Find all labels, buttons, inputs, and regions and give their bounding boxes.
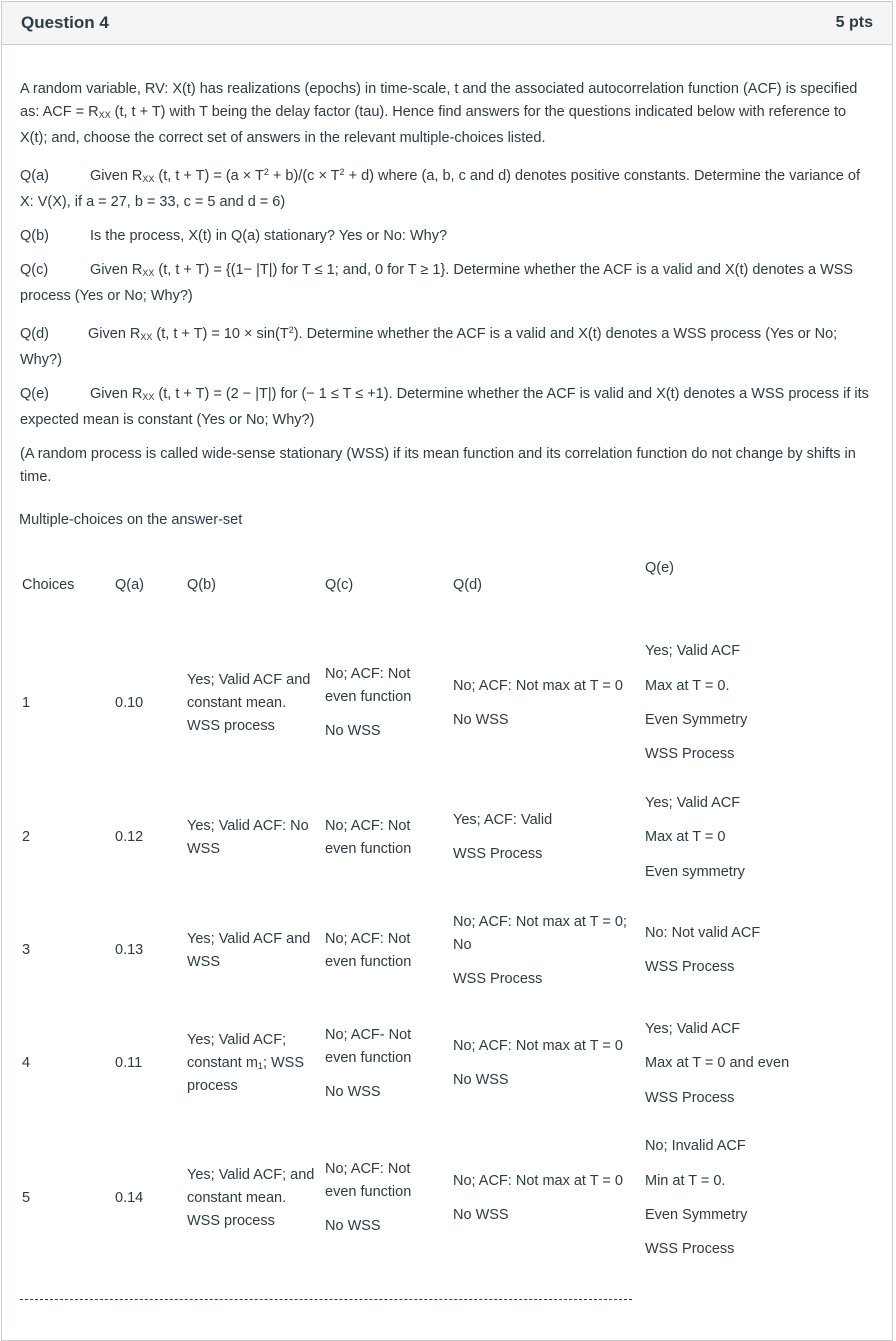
qc-line: No WSS — [325, 723, 381, 739]
qe-line: Max at T = 0. — [645, 678, 730, 694]
qe-line: Min at T = 0. — [645, 1173, 726, 1189]
qe-line: Even Symmetry — [645, 712, 748, 728]
qa-value: 0.14 — [115, 1190, 144, 1206]
qd-line: No WSS — [453, 1207, 509, 1223]
qc-line: No; ACF- Not — [325, 1027, 412, 1043]
choice-number: 3 — [22, 942, 31, 958]
qd-line: No — [453, 937, 472, 953]
qe-line: WSS Process — [645, 1090, 735, 1106]
question-e: Q(e) Given $R_{XX}$ (t, t + T) = (2 − |T|) for (− 1 ≤ T ≤ +1). Determine whether the ACF is valid and X(t) denotes a WSS process if its expected mean is constant (Yes or No; Why?) — [20, 386, 869, 428]
qe-line: WSS Process — [645, 959, 735, 975]
qc-line: No; ACF: Not — [325, 1161, 411, 1177]
question-a: Q(a) Given $R_{XX}$ (t, $t + T) = (a \times T^2 + b)/(c \times T^2 + d)$ where (a, b, c and d) denotes positive constants. Determine the variance of X: V(X), if a = 27, b = 33, c = 5 and d = 6) — [20, 167, 860, 210]
qe-line: WSS Process — [645, 1241, 735, 1257]
qb-line: WSS — [187, 954, 221, 970]
qc-line: No WSS — [325, 1084, 381, 1100]
qc-line: No; ACF: Not — [325, 818, 411, 834]
question-body — [2, 78, 892, 489]
question-title: Question 4 — [21, 13, 109, 32]
choice-number: 1 — [22, 695, 31, 711]
qb-line: Yes; Valid ACF and — [187, 931, 311, 947]
qe-line: Yes; Valid ACF — [645, 795, 741, 811]
qd-line: No; ACF: Not max at T = 0; — [453, 914, 627, 930]
qb-line: WSS — [187, 841, 221, 857]
qd-line: No WSS — [453, 1072, 509, 1088]
qb-line: constant mean. — [187, 1190, 287, 1206]
qe-line: Yes; Valid ACF — [645, 1021, 741, 1037]
qc-line: No; ACF: Not — [325, 666, 411, 682]
qb-line: constant mean. — [187, 695, 287, 711]
qd-line: No WSS — [453, 712, 509, 728]
question-c: Q(c) Given $R_{XX}$ (t, t + T) = {(1− |T|) for T ≤ 1; and, 0 for T ≥ 1}. Determine whether the ACF is a valid and X(t) denotes a WSS process (Yes or No; Why?) — [20, 262, 854, 304]
wss-definition-note: (A random process is called wide-sense stationary (WSS) if its mean function and its correlation function do not change by shifts in time. — [20, 446, 856, 485]
qe-line: WSS Process — [645, 746, 735, 762]
qa-value: 0.12 — [115, 829, 144, 845]
choice-number: 4 — [22, 1055, 31, 1071]
qd-line: WSS Process — [453, 971, 543, 987]
qa-value: 0.11 — [115, 1055, 143, 1071]
qb-line: Yes; Valid ACF and — [187, 672, 311, 688]
qd-line: No; ACF: Not max at T = 0 — [453, 1038, 623, 1054]
multiple-choice-title: Multiple-choices on the answer-set — [19, 512, 243, 528]
qb-line: WSS process — [187, 1213, 275, 1229]
qb-line: process — [187, 1078, 238, 1094]
qc-line: even function — [325, 1050, 412, 1066]
header-qc: Q(c) — [325, 577, 354, 593]
qb-line: constant $m_1$; WSS — [187, 1055, 305, 1071]
question-points: 5 pts — [835, 14, 873, 31]
qe-line: No; Invalid ACF — [645, 1138, 746, 1154]
qb-line: Yes; Valid ACF: No — [187, 818, 309, 834]
qc-line: even function — [325, 841, 412, 857]
qc-line: No WSS — [325, 1218, 381, 1234]
qe-line: Max at T = 0 — [645, 829, 726, 845]
qc-line: even function — [325, 1184, 412, 1200]
qa-value: 0.10 — [115, 695, 144, 711]
header-qe: Q(e) — [645, 560, 674, 576]
qd-line: No; ACF: Not max at T = 0 — [453, 1173, 623, 1189]
qe-line: Yes; Valid ACF — [645, 643, 741, 659]
question-card — [1, 1, 893, 1341]
qc-line: even function — [325, 954, 412, 970]
qc-line: even function — [325, 689, 412, 705]
qe-line: Even Symmetry — [645, 1207, 748, 1223]
qa-value: 0.13 — [115, 942, 144, 958]
qd-line: Yes; ACF: Valid — [453, 812, 553, 828]
qd-line: No; ACF: Not max at T = 0 — [453, 678, 623, 694]
qb-line: Yes; Valid ACF; — [187, 1032, 287, 1048]
header-qb: Q(b) — [187, 577, 216, 593]
intro-paragraph: A random variable, RV: X(t) has realizations (epochs) in time-scale, t and the associated autocorrelation function (ACF) is specified as: ACF = $R_{XX}$ (t, t + T) with T being the delay factor (tau). Hence find answers for the questions indicated below with reference to X(t); and, choose the correct set of answers in the relevant multiple-choices listed. — [20, 81, 858, 146]
question-header — [2, 2, 892, 45]
header-choices: Choices — [22, 577, 75, 593]
choice-number: 5 — [22, 1190, 31, 1206]
qe-line: No: Not valid ACF — [645, 925, 761, 941]
qe-line: Max at T = 0 and even — [645, 1055, 790, 1071]
qc-line: No; ACF: Not — [325, 931, 411, 947]
qe-line: Even symmetry — [645, 864, 745, 880]
qd-line: WSS Process — [453, 846, 543, 862]
dashed-separator — [20, 1299, 632, 1300]
header-qa: Q(a) — [115, 577, 144, 593]
header-qd: Q(d) — [453, 577, 482, 593]
choice-number: 2 — [22, 829, 31, 845]
qb-line: Yes; Valid ACF; and — [187, 1167, 315, 1183]
question-b: Q(b) Is the process, X(t) in Q(a) stationary? Yes or No: Why? — [20, 228, 448, 244]
question-d: Q(d) Given $R_{XX}$ (t, $t + T) = 10 \times \sin(T^2)$. Determine whether the ACF is a valid and X(t) denotes a WSS process (Yes or No; Why?) — [20, 325, 838, 368]
qb-line: WSS process — [187, 718, 275, 734]
